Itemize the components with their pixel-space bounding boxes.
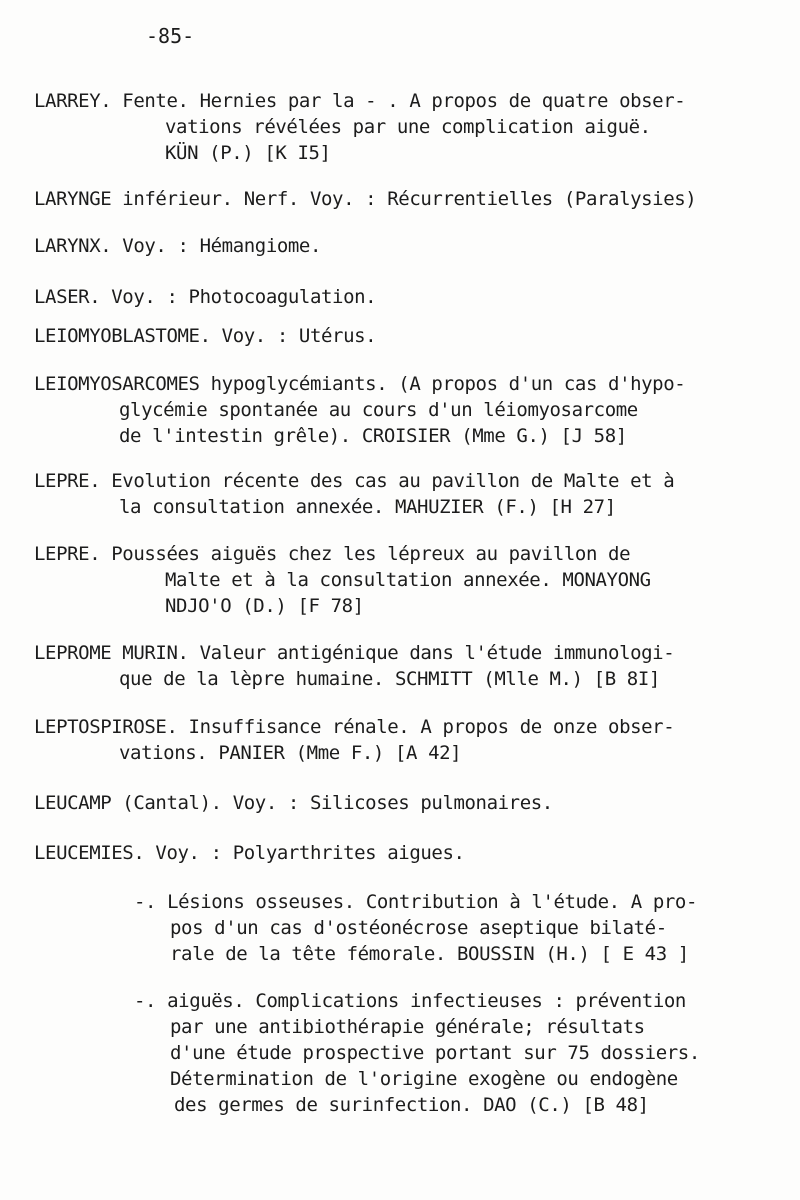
- page-number: -85-: [146, 24, 195, 48]
- entry-line: LEPTOSPIROSE. Insuffisance rénale. A propos de onze obser-: [34, 716, 675, 738]
- index-entry: [34, 371, 774, 449]
- index-entry: [34, 640, 774, 692]
- index-entry: [34, 233, 774, 259]
- entry-line: -. Lésions osseuses. Contribution à l'étude. A pro-: [134, 891, 697, 913]
- entry-line: pos d'un cas d'ostéonécrose aseptique bilaté-: [170, 917, 667, 939]
- index-entry: [34, 323, 774, 349]
- entry-line: -. aiguës. Complications infectieuses : prévention: [134, 990, 686, 1012]
- index-entry: [34, 889, 774, 967]
- entry-line: LARREY. Fente. Hernies par la - . A propos de quatre obser-: [34, 90, 686, 112]
- index-entry: [34, 88, 774, 166]
- entry-line: Malte et à la consultation annexée. MONAYONG: [165, 569, 651, 591]
- entry-line: des germes de surinfection. DAO (C.) [B 48]: [174, 1094, 649, 1116]
- entry-line: rale de la tête fémorale. BOUSSIN (H.) [ E 43 ]: [170, 943, 689, 965]
- index-entry: [34, 468, 774, 520]
- entry-line: LEPRE. Evolution récente des cas au pavillon de Malte et à: [34, 470, 675, 492]
- index-entry: [34, 790, 774, 816]
- entry-line: vations. PANIER (Mme F.) [A 42]: [119, 742, 462, 764]
- index-entry: [34, 714, 774, 766]
- entry-line: par une antibiothérapie générale; résultats: [170, 1016, 645, 1038]
- index-entry: [34, 541, 774, 619]
- entry-line: que de la lèpre humaine. SCHMITT (Mlle M.) [B 8I]: [119, 668, 660, 690]
- entry-line: vations révélées par une complication aiguë.: [165, 116, 651, 138]
- index-entry: [34, 988, 774, 1118]
- entry-line: la consultation annexée. MAHUZIER (F.) [H 27]: [119, 496, 616, 518]
- index-entry: [34, 284, 774, 310]
- entry-line: LEIOMYOSARCOMES hypoglycémiants. (A propos d'un cas d'hypo-: [34, 373, 686, 395]
- entry-line: glycémie spontanée au cours d'un léiomyosarcome: [119, 399, 638, 421]
- entry-line: NDJO'O (D.) [F 78]: [165, 595, 364, 617]
- entry-line: KÜN (P.) [K I5]: [165, 142, 331, 164]
- entry-line: LASER. Voy. : Photocoagulation.: [34, 286, 377, 308]
- entry-line: LEUCEMIES. Voy. : Polyarthrites aigues.: [34, 842, 465, 864]
- entry-line: LARYNGE inférieur. Nerf. Voy. : Récurrentielles (Paralysies): [34, 188, 697, 210]
- entry-line: LEPRE. Poussées aiguës chez les lépreux au pavillon de: [34, 543, 631, 565]
- entry-line: LARYNX. Voy. : Hémangiome.: [34, 235, 322, 257]
- entry-line: LEPROME MURIN. Valeur antigénique dans l'étude immunologi-: [34, 642, 675, 664]
- entry-line: LEUCAMP (Cantal). Voy. : Silicoses pulmonaires.: [34, 792, 553, 814]
- entry-line: de l'intestin grêle). CROISIER (Mme G.) [J 58]: [119, 425, 627, 447]
- entry-line: LEIOMYOBLASTOME. Voy. : Utérus.: [34, 325, 377, 347]
- index-entry: [34, 840, 774, 866]
- entry-line: d'une étude prospective portant sur 75 dossiers.: [170, 1042, 700, 1064]
- index-entry: [34, 186, 774, 212]
- entry-line: Détermination de l'origine exogène ou endogène: [170, 1068, 678, 1090]
